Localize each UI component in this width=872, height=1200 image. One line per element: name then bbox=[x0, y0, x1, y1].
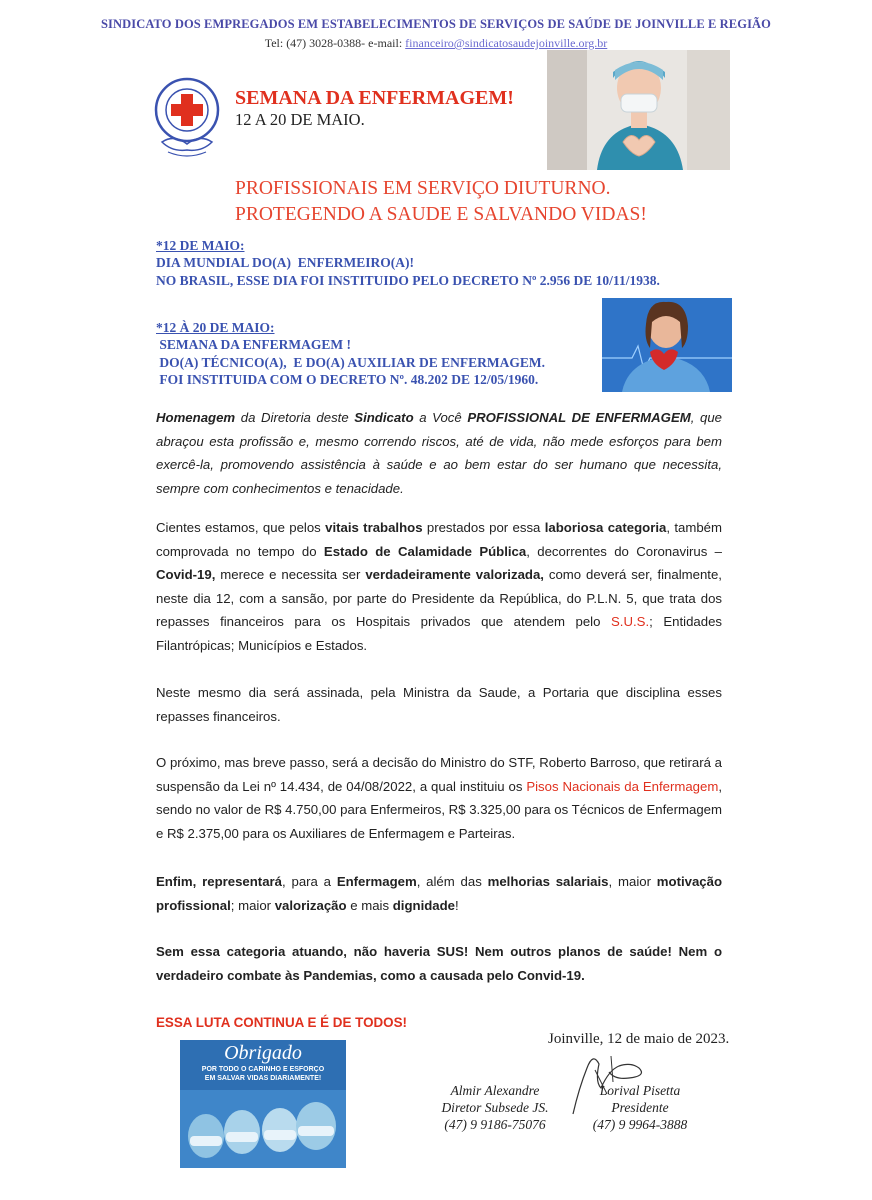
nurse-heart-photo bbox=[547, 50, 730, 170]
p4-text-2: , sendo no valor de R$ 4.750,00 para Enfermeiros, R$ 3.325,00 para os Técnicos de Enfermagem e R$ 2.375,00 para os Auxiliares de Enfermagem e Parteiras. bbox=[156, 778, 723, 841]
organization-name: SINDICATO DOS EMPREGADOS EM ESTABELECIMENTOS DE SERVIÇOS DE SAÚDE DE JOINVILLE E REGIÃO bbox=[101, 17, 771, 31]
p5-text-5: e mais bbox=[346, 897, 393, 913]
thank-you-banner bbox=[180, 1040, 346, 1168]
p5-text-1: , para a bbox=[282, 874, 337, 889]
p5-text-2: , além das bbox=[416, 874, 488, 889]
banner-script: Obrigado bbox=[224, 1042, 302, 1064]
paragraph-pisos bbox=[156, 751, 722, 845]
p5-bold-2: Enfermagem bbox=[336, 874, 417, 889]
headline-line-1: PROFISSIONAIS EM SERVIÇO DIUTURNO. bbox=[235, 178, 611, 199]
p2-text-3: , também comprovada no tempo do bbox=[156, 520, 722, 559]
section-2-title: *12 À 20 DE MAIO: bbox=[156, 320, 275, 335]
section-may-12 bbox=[156, 238, 660, 289]
p2-bold-1: vitais trabalhos bbox=[325, 520, 423, 535]
p2-bold-4: Covid-19, bbox=[156, 567, 216, 583]
section-2-line-1: SEMANA DA ENFERMAGEM ! bbox=[156, 337, 351, 352]
headline-line-2: PROTEGENDO A SAUDE E SALVANDO VIDAS! bbox=[235, 204, 647, 225]
banner-line-2: EM SALVAR VIDAS DIARIAMENTE! bbox=[204, 1075, 322, 1082]
p2-text-5: merece e necessita ser bbox=[215, 567, 366, 583]
p5-bold-6: dignidade bbox=[392, 897, 456, 913]
section-1-line-1: DIA MUNDIAL DO(A) ENFERMEIRO(A)! bbox=[156, 255, 414, 270]
sig-2-name: Lorival Pisetta bbox=[599, 1083, 681, 1098]
p1-text-3: , que abraçou esta profissão e, mesmo correndo riscos, até de vida, não mede esforços para bem exercê-la, promovendo assistência à saúde e ao bem estar do ser humano que necessita, sempre com conhecimentos e tenacidade. bbox=[156, 410, 722, 496]
nurse-stethoscope-photo bbox=[602, 298, 732, 392]
p5-bold-3: melhorias salariais bbox=[487, 874, 609, 889]
p4-pisos-highlight: Pisos Nacionais da Enfermagem bbox=[526, 778, 719, 794]
sig-2-phone: (47) 9 9964-3888 bbox=[592, 1117, 688, 1132]
signature-almir bbox=[430, 1082, 560, 1133]
paragraph-enfim bbox=[156, 870, 722, 917]
p2-text-7: ; Entidades Filantrópicas; Municípios e Estados. bbox=[156, 614, 723, 653]
section-2-line-3: FOI INSTITUIDA COM O DECRETO Nº. 48.202 DE 12/05/1960. bbox=[156, 372, 539, 387]
banner-line-1: POR TODO O CARINHO E ESFORÇO bbox=[201, 1066, 325, 1073]
phone-text: Tel: (47) 3028-0388- e-mail: bbox=[264, 36, 403, 50]
paragraph-tribute bbox=[156, 406, 722, 500]
p5-text-3: , maior bbox=[608, 874, 657, 889]
event-dates: 12 A 20 DE MAIO. bbox=[235, 110, 365, 129]
section-1-title: *12 DE MAIO: bbox=[156, 238, 245, 253]
p5-bold-5: valorização bbox=[274, 897, 347, 913]
banner-text bbox=[180, 1065, 346, 1083]
union-logo bbox=[152, 76, 222, 164]
p2-bold-3: Estado de Calamidade Pública bbox=[323, 543, 527, 559]
closing-slogan: ESSA LUTA CONTINUA E É DE TODOS! bbox=[156, 1015, 407, 1030]
paragraph-portaria: Neste mesmo dia será assinada, pela Ministra da Saude, a Portaria que disciplina esses repasses financeiros. bbox=[156, 685, 722, 724]
p1-bold-2: Sindicato bbox=[354, 410, 414, 425]
p2-text-1: Cientes estamos, que pelos bbox=[156, 520, 326, 535]
p2-text-2: prestados por essa bbox=[422, 520, 545, 535]
p4-text-1: O próximo, mas breve passo, será a decisão do Ministro do STF, Roberto Barroso, que retirará a suspensão da Lei nº 14.434, de 04/08/2022, a qual instituiu os bbox=[156, 755, 722, 794]
p1-bold-1: Homenagem bbox=[156, 410, 236, 425]
p5-bold-4: motivação profissional bbox=[156, 874, 723, 913]
p5-text-4: ; maior bbox=[230, 897, 275, 913]
p5-bold-1: Enfim, representará bbox=[156, 874, 283, 889]
p1-text-1: da Diretoria deste bbox=[235, 410, 355, 425]
sig-1-phone: (47) 9 9186-75076 bbox=[444, 1117, 546, 1132]
p1-bold-3: PROFISSIONAL DE ENFERMAGEM bbox=[467, 410, 691, 425]
sig-2-role: Presidente bbox=[611, 1100, 669, 1115]
p2-bold-2: laboriosa categoria bbox=[544, 520, 667, 535]
sig-1-role: Diretor Subsede JS. bbox=[441, 1100, 549, 1115]
event-title: SEMANA DA ENFERMAGEM! bbox=[235, 87, 514, 109]
p2-sus-highlight: S.U.S. bbox=[611, 614, 650, 630]
section-2-line-2: DO(A) TÉCNICO(A), E DO(A) AUXILIAR DE ENFERMAGEM. bbox=[156, 354, 546, 370]
p5-text-6: ! bbox=[455, 897, 459, 913]
sig-1-name: Almir Alexandre bbox=[450, 1083, 540, 1098]
headline bbox=[235, 176, 647, 228]
paragraph-context bbox=[156, 516, 722, 658]
p2-text-6: como deverá ser, finalmente, neste dia 12, com a sansão, por parte do Presidente da República, do P.L.N. 5, que trata dos repasses financeiros para os Hospitais privados que atendem pelo bbox=[156, 567, 722, 630]
section-1-line-2: NO BRASIL, ESSE DIA FOI INSTITUIDO PELO DECRETO Nº 2.956 DE 10/11/1938. bbox=[156, 272, 660, 288]
email-link[interactable]: financeiro@sindicatosaudejoinville.org.br bbox=[405, 36, 608, 50]
contact-line bbox=[0, 36, 872, 51]
signature-lorival bbox=[580, 1082, 700, 1133]
section-may-12-20 bbox=[156, 320, 545, 389]
p2-bold-5: verdadeiramente valorizada, bbox=[365, 567, 544, 583]
place-date: Joinville, 12 de maio de 2023. bbox=[548, 1031, 730, 1047]
paragraph-sus: Sem essa categoria atuando, não haveria SUS! Nem outros planos de saúde! Nem o verdadeiro combate às Pandemias, como a causada pelo Convid-19. bbox=[156, 944, 722, 983]
p1-text-2: a Você bbox=[413, 410, 468, 425]
p2-text-4: , decorrentes do Coronavirus – bbox=[526, 543, 722, 559]
